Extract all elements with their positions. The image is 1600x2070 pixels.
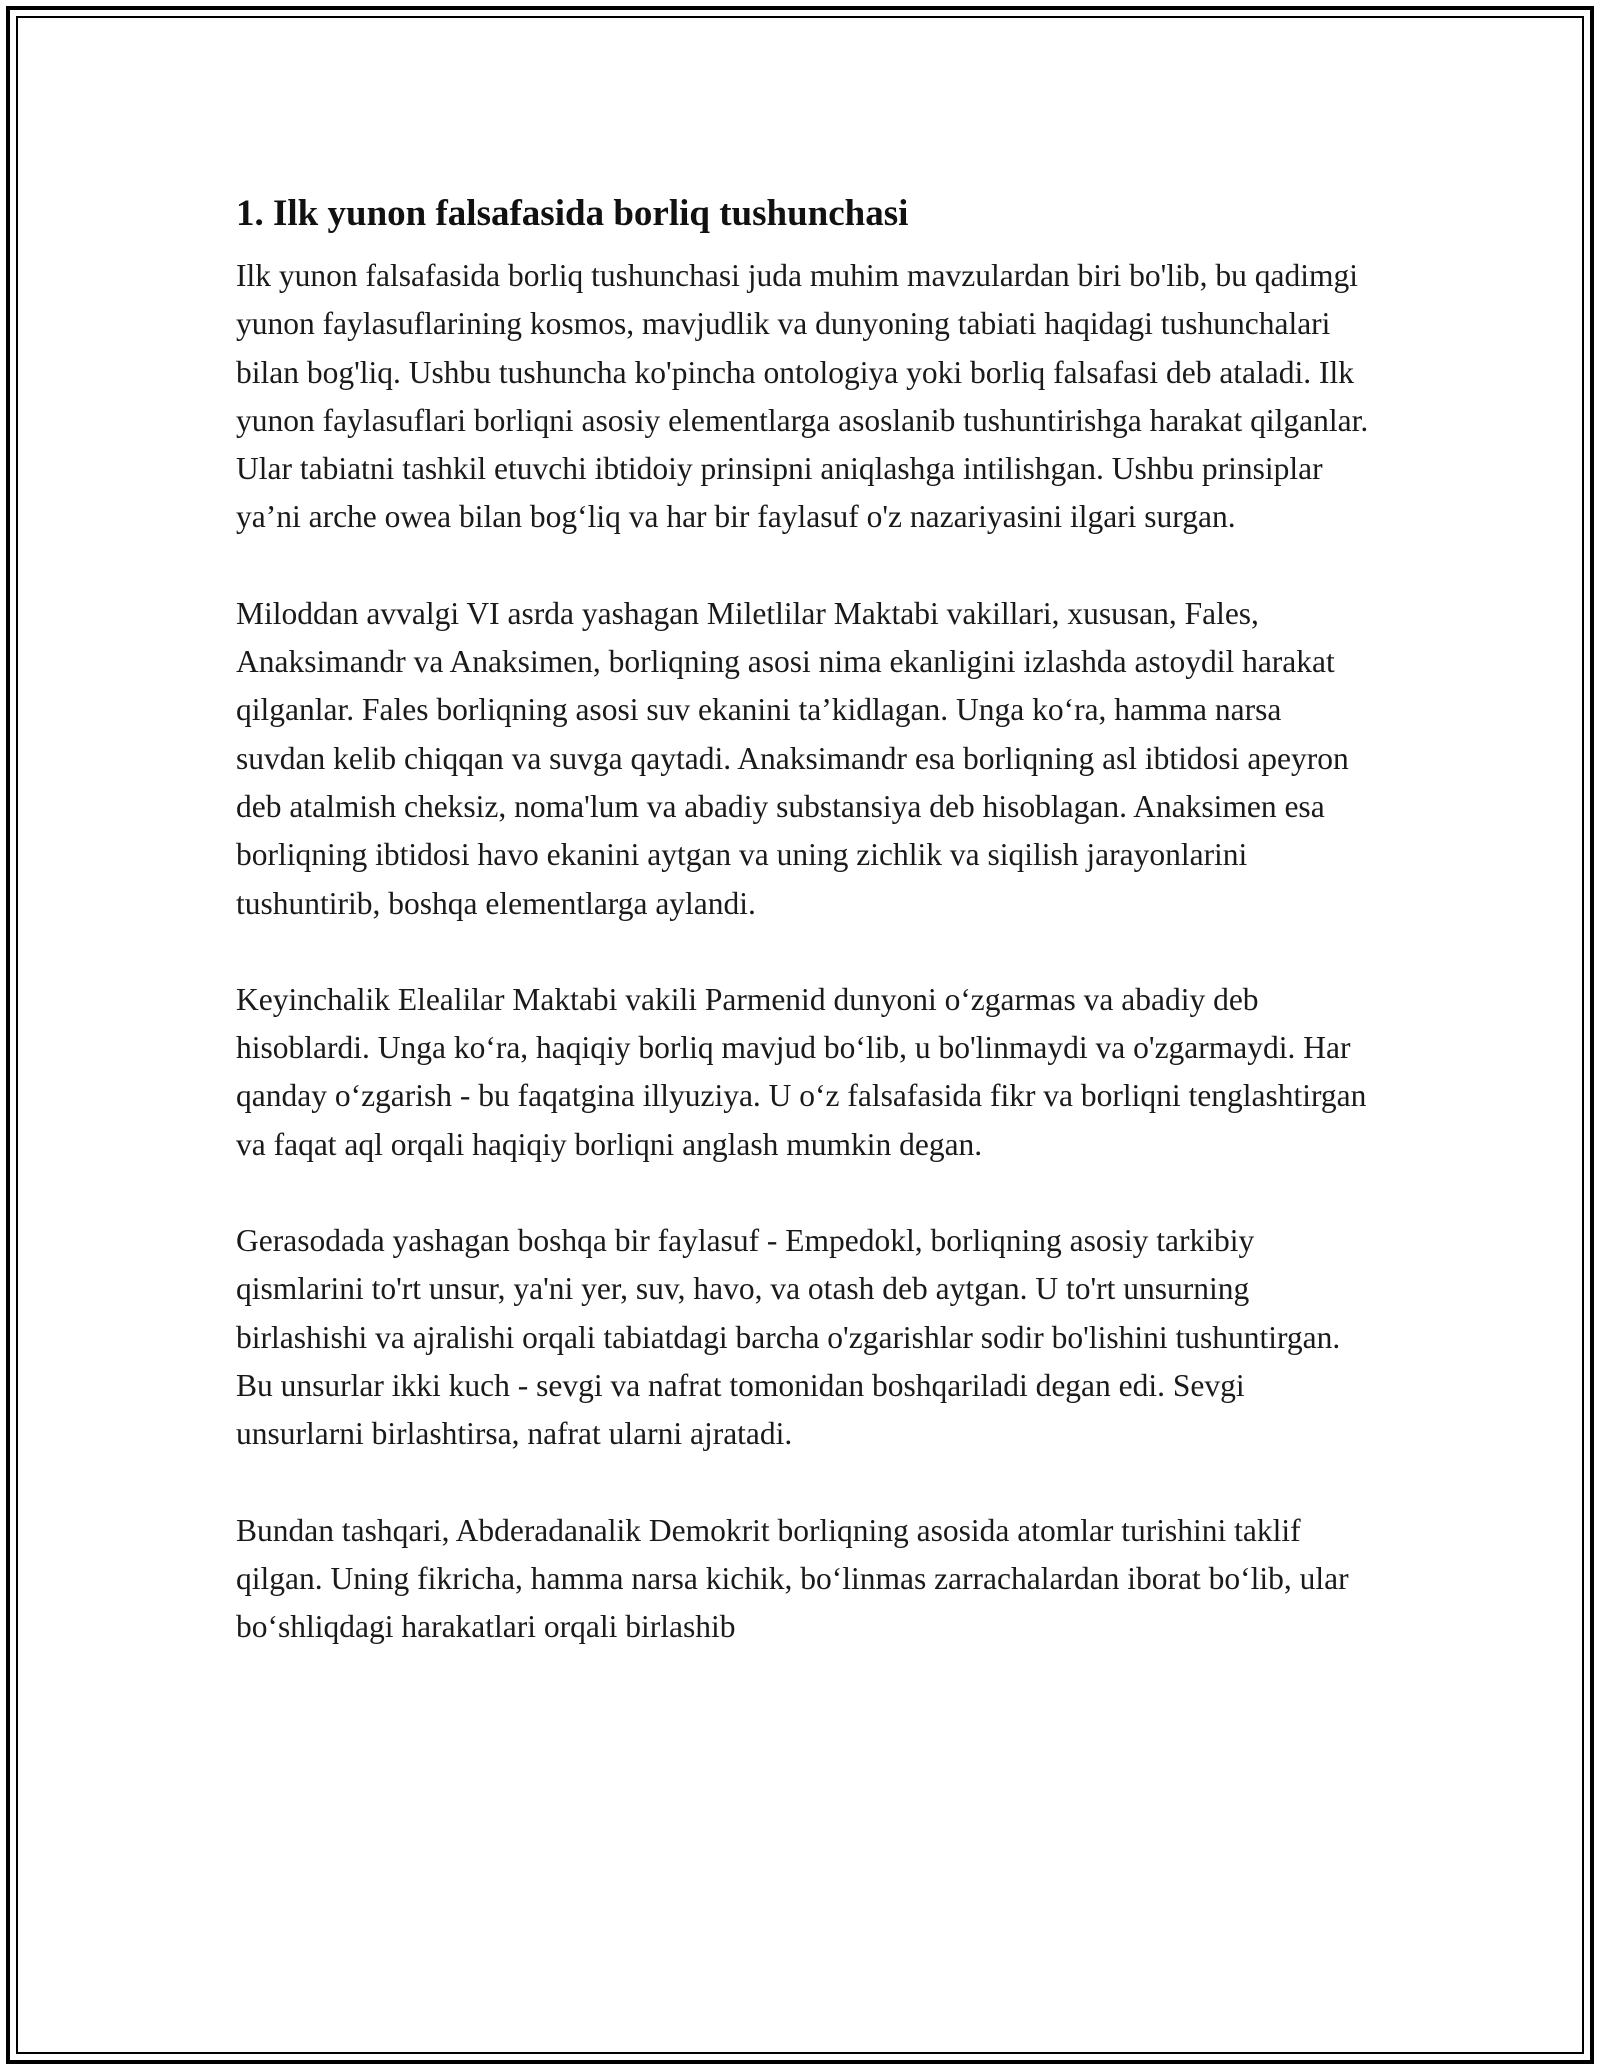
paragraph-1: Ilk yunon falsafasida borliq tushunchasi juda muhim mavzulardan biri bo'lib, bu qadimgi yunon faylasuflarining kosmos, mavjudlik va dunyoning tabiati haqidagi tushunchalari bilan bog'liq. Ushbu tushuncha ko'pincha ontologiya yoki borliq falsafasi deb ataladi. Ilk yunon faylasuflari borliqni asosiy elementlarga asoslanib tushuntirishga harakat qilganlar. Ular tabiatni tashkil etuvchi ibtidoiy prinsipni aniqlashga intilishgan. Ushbu prinsiplar ya’ni arche owea bilan bog‘liq va har bir faylasuf o'z nazariyasini ilgari surgan. xyxy=(236,258,1369,535)
section-heading: 1. Ilk yunon falsafasida borliq tushunchasi xyxy=(236,193,909,234)
paragraph-4: Gerasodada yashagan boshqa bir faylasuf - Empedokl, borliqning asosiy tarkibiy qismlarini to'rt unsur, ya'ni yer, suv, havo, va otash deb aytgan. U to'rt unsurning birlashishi va ajralishi orqali tabiatdagi barcha o'zgarishlar sodir bo'lishini tushuntirgan. Bu unsurlar ikki kuch - sevgi va nafrat tomonidan boshqariladi degan edi. Sevgi unsurlarni birlashtirsa, nafrat ularni ajratadi. xyxy=(236,1223,1341,1452)
paragraph-3: Keyinchalik Elealilar Maktabi vakili Parmenid dunyoni o‘zgarmas va abadiy deb hisoblardi. Unga ko‘ra, haqiqiy borliq mavjud bo‘lib, u bo'linmaydi va o'zgarmaydi. Har qanday o‘zgarish - bu faqatgina illyuziya. U o‘z falsafasida fikr va borliqni tenglashtirgan va faqat aql orqali haqiqiy borliqni anglash mumkin degan. xyxy=(236,981,1367,1162)
paragraph-2: Miloddan avvalgi VI asrda yashagan Miletlilar Maktabi vakillari, xususan, Fales, Anaksimandr va Anaksimen, borliqning asosi nima ekanligini izlashda astoydil harakat qilganlar. Fales borliqning asosi suv ekanini ta’kidlagan. Unga ko‘ra, hamma narsa suvdan kelib chiqqan va suvga qaytadi. Anaksimandr esa borliqning asl ibtidosi apeyron deb atalmish cheksiz, noma'lum va abadiy substansiya deb hisoblagan. Anaksimen esa borliqning ibtidosi havo ekanini aytgan va uning zichlik va siqilish jarayonlarini tushuntirib, boshqa elementlarga aylandi. xyxy=(236,595,1349,921)
document-body xyxy=(236,190,1376,1699)
paragraph-5: Bundan tashqari, Abderadanalik Demokrit borliqning asosida atomlar turishini taklif qilgan. Uning fikricha, hamma narsa kichik, bo‘linmas zarrachalardan iborat bo‘lib, ular bo‘shliqdagi harakatlari orqali birlashib xyxy=(236,1512,1349,1645)
